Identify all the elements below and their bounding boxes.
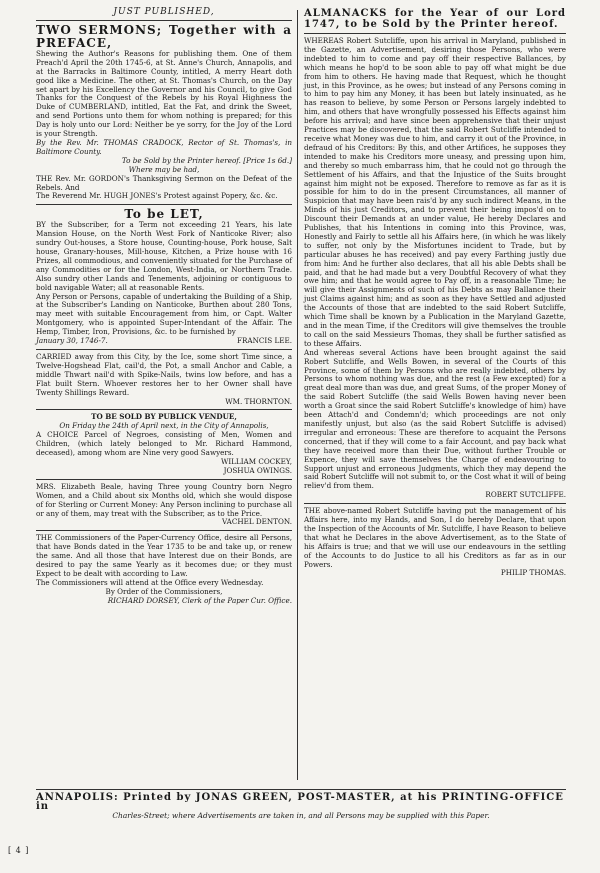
commissioners-advert: [36, 534, 292, 605]
divider-rule: [304, 33, 566, 34]
commissioners-body: THE Commissioners of the Paper-Currency Office, desire all Persons, that have Bonds dated in the Year 1735 to be and take up, or renew the same. And all those that have Interest due on their Bonds, are desired to pay the same Yearly as it becomes due; or they must Expect to be dealt with according to Law.: [36, 533, 292, 578]
beale-body: MRS. Elizabeth Beale, having Three young Country born Negro Women, and a Child about six Months old, which she would dispose of for Sterling or Current Money: Any Person inclining to purchase all or any of them, may treat with the Subscriber, as to the Price.: [36, 481, 292, 518]
sermons-advert: [36, 24, 292, 201]
to-let-advert: [36, 208, 292, 346]
carried-away-signer: WM. THORNTON.: [225, 396, 292, 406]
commissioners-signer: RICHARD DORSEY, Clerk of the Paper Cur. Office.: [107, 595, 292, 605]
vendue-signer-1: WILLIAM COCKEY,: [220, 456, 292, 466]
sermons-body: Shewing the Author's Reasons for publishing them. One of them Preach'd April the 20th 1745-6, at St. Anne's Church, Annapolis, and at the Barracks in Baltimore County, intitled, A merry Heart doth good like a Medicine. The other, at St. Thomas's Church, on the Day set apart by his Excellency the Governor and his Council, to give God Thanks for the Conquest of the Rebels by his Royal Highness the Duke of CUMBERLAND, intitled, Eat the Fat, and drink the Sweet, and send Portions unto them for whom nothing is prepared; for this Day is holy unto our Lord: Neither be ye sorry, for the Joy of the Lord is your Strength.: [36, 48, 292, 139]
left-column: [36, 8, 292, 608]
commissioners-order: By Order of the Commissioners,: [105, 586, 223, 596]
vendue-advert: [36, 413, 292, 475]
carried-away-advert: [36, 353, 292, 406]
gordon-sermon: THE Rev. Mr. GORDON's Thanksgiving Sermon on the Defeat of the Rebels. And: [36, 173, 292, 192]
sermons-sold: To be Sold by the Printer hereof. [Price 1s 6d.]: [121, 155, 292, 165]
divider-rule: [36, 349, 292, 350]
footer-rule: [36, 789, 566, 790]
to-let-title: To be LET,: [124, 207, 204, 222]
almanacks-advert: ALMANACKS for the Year of our Lord 1747, to be Sold by the Printer hereof.: [304, 8, 566, 30]
divider-rule: [36, 479, 292, 480]
vendue-body: A CHOICE Parcel of Negroes, consisting of Men, Women and Children, (which lately belonged to Mr. Richard Hammond, deceased), among whom are Nine very good Sawyers.: [36, 430, 292, 458]
to-let-body: BY the Subscriber, for a Term not exceeding 21 Years, his late Mansion House, on the North West Fork of Nanticoke River; also sundry Out-houses, a Store house, Counting-house, Pork house, Salt house, Granary-houses, Mill-house, Kitchen, a Prize house with 16 Prizes, all commodious, and conveniently situated for the Purchase of any Commodities or for the London, West-India, or Northern Trade. Also sundry other Lands and Tenements, adjoining or contiguous to bold navigable Water; all at reasonable Rents.: [36, 220, 292, 292]
to-let-signer: FRANCIS LEE.: [237, 336, 292, 346]
beale-signer: VACHEL DENTON.: [221, 517, 292, 527]
divider-rule: [304, 503, 566, 504]
to-let-date: January 30, 1746-7.: [36, 336, 108, 346]
thomas-signer: PHILIP THOMAS.: [500, 568, 566, 578]
commissioners-body-2: The Commissioners will attend at the Office every Wednesday.: [36, 577, 264, 587]
page-number: [ 4 ]: [8, 846, 30, 855]
imprint-line-1: ANNAPOLIS: Printed by JONAS GREEN, POST-MASTER, at his PRINTING-OFFICE in: [36, 792, 564, 812]
jones-protest: The Reverend Mr. HUGH JONES's Protest against Popery, &c. &c.: [36, 191, 278, 201]
vendue-title: TO BE SOLD BY PUBLICK VENDUE,: [91, 412, 237, 422]
sutcliffe-signer: ROBERT SUTCLIFFE.: [485, 490, 566, 500]
vendue-signer-2: JOSHUA OWINGS.: [223, 465, 292, 475]
to-let-body-2: Any Person or Persons, capable of undertaking the Building of a Ship, at the Subscriber's Landing on Nanticoke, Burthen about 280 Tons, may meet with suitable Encouragement from him, or Capt. Walter Montgomery, who is appointed Super-Intendant of the Affair. The Hemp, Timber, Iron, Provisions, &c. to be furnished by: [36, 291, 292, 337]
carried-away-body: CARRIED away from this City, by the Ice, some short Time since, a Twelve-Hogshead Flat, cail'd, the Pot, a small Anchor and Cable, a middle Thwart nail'd with Spike-Nails, twins low before, and has a Flat built Stern. Whoever restores her to her Owner shall have Twenty Shillings Reward.: [36, 352, 292, 397]
sutcliffe-advert: [304, 37, 566, 500]
just-published-header: JUST PUBLISHED,: [113, 7, 215, 17]
column-divider: [297, 10, 298, 780]
sutcliffe-body: WHEREAS Robert Sutcliffe, upon his arrival in Maryland, published in the Gazette, an Advertisement, desiring those Persons, who were indebted to him to come and pay off their respective Ballances, by which means he hop'd to be soon able to pay off what might be due from him to others. He having made that Request, which he thought just, in this Province, as he owes; but instead of any Persons coming in to him to pay him any Money, it has been but lately insinuated, as he has reason to believe, by some Person or Persons largely indebted to him, and others that have wrongfully possessed his Effects against him before his arrival; and have since been apprehensive that their unjust Practices may be discovered, that the said Robert Sutcliffe intended to receive what Money was due to him, and carry it out of the Province, in defraud of his Creditors: By this, and other Artifices, he supposes they intended to make his Creditors more uneasy, and pressing upon him, and thereby so much embarrass him, that he could not go through the Settlement of his Affairs, and that the Injustice of the Suits brought against him might not be exposed. Therefore to remove as far as it is possible for him to do in the present Circumstances, all manner of Suspicion that may have been rais'd by any such indirect Means, in the Minds of his just Creditors, and to prevent their being impos'd on to Discount their Demands at an under value, He hereby Declares and Publishes, that his Intentions in coming into this Province, was, Honestly and Fairly to settle all his Affairs here, (in which he was likely to suffer, not only by the Misfortunes incident to Trade, but by particular abuses he has received) and pay every Farthing justly due from him: And he further also declares, that all his able Debts shall be paid, and that he had made but a very Doubtful Recovery of what they owe him; and that he would agree to Pay off, in a reasonable Time; he will give their Assignments of such of his Debts as may Ballance their just Claims against him; and as soon as they have Settled and adjusted the Accounts of those that are indebted to the said Robert Sutcliffe, which Time shall be known by a Publication in the Maryland Gazette, and in the mean Time, if the Creditors will give themselves the trouble to call on the said Messieurs Thomas, they shall be further satisfied as to these Affairs.: [304, 36, 566, 348]
divider-rule: [36, 20, 292, 21]
imprint-line-2: Charles-Street; where Advertisements are taken in, and all Persons may be supplied with this Paper.: [112, 811, 490, 820]
beale-advert: [36, 483, 292, 528]
divider-rule: [36, 409, 292, 410]
to-let-signoff: [36, 337, 292, 346]
imprint-footer: [36, 786, 566, 820]
sutcliffe-body-2: And whereas several Actions have been brought against the said Robert Sutcliffe, and Wells Bowen, in several of the Courts of this Province, some of them by Persons who are really indebted, others by Persons to whom nothing was due, and the rest (a Few excepted) for a great deal more than was due, and great Sums, of the proper Money of the said Robert Sutcliffe (the said Wells Bowen having never been worth a Groat since the said Robert Sutcliffe's knowledge of him) have been Attach'd and Condemn'd; which proceedings are not only manifestly unjust, but also (as the said Robert Sutcliffe is advised) irregular and erroneous: These are therefore to acquaint the Persons concerned, that if they will come to a fair Account, and pay back what they have received more than their Due, without further Trouble or Expence, they will save themselves the Charge of endeavouring to Support unjust and erroneous Judgments, which they may depend the said Robert Sutcliffe will not submit to, or the Cost what it will of being reliev'd from them.: [304, 347, 566, 491]
thomas-body: THE above-named Robert Sutcliffe having put the management of his Affairs here, into my Hands, and Son, I do hereby Declare, that upon the Inspection of the Accounts of Mr. Sutcliffe, I have Reason to believe that what he Declares in the above Advertisement, as to the State of his Affairs is true; and that we will use our endeavours in the settling of the Accounts to do Justice to all his Creditors as far as in our Powers.: [304, 506, 566, 569]
sermons-author: By the Rev. Mr. THOMAS CRADOCK, Rector of St. Thomas's, in Baltimore County.: [36, 137, 292, 156]
sermons-where: Where may be had,: [128, 164, 200, 174]
sermons-title: TWO SERMONS; Together with a PREFACE,: [36, 22, 292, 50]
thomas-advert: [304, 507, 566, 578]
vendue-date: On Friday the 24th of April next, in the City of Annapolis,: [59, 421, 269, 431]
divider-rule: [36, 204, 292, 205]
right-column: [304, 8, 566, 580]
divider-rule: [36, 530, 292, 531]
